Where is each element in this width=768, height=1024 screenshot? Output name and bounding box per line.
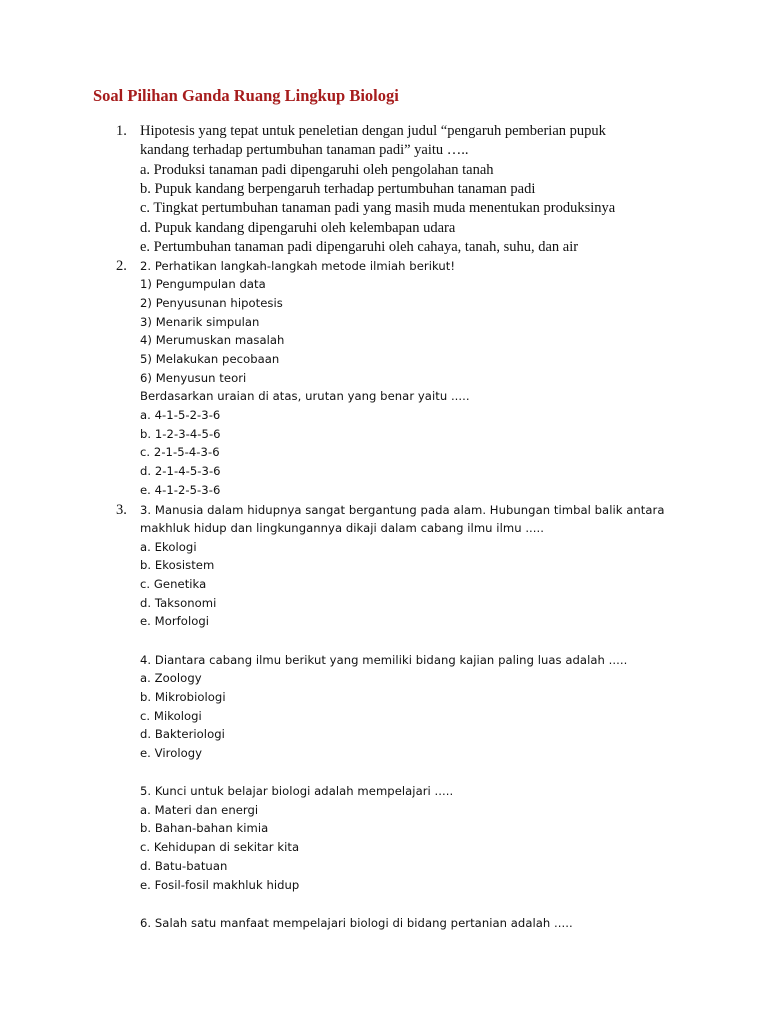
question-3-option-d: d. Taksonomi (140, 596, 217, 610)
question-1-stem-line-2: kandang terhadap pertumbuhan tanaman padi” yaitu ….. (140, 142, 469, 158)
question-3-option-e: e. Morfologi (140, 614, 210, 628)
question-1-option-b: b. Pupuk kandang berpengaruh terhadap pertumbuhan tanaman padi (140, 181, 536, 197)
question-2-step-4: 4) Merumuskan masalah (140, 333, 285, 347)
question-4-option-d: d. Bakteriologi (140, 727, 225, 741)
document-title: Soal Pilihan Ganda Ruang Lingkup Biologi (93, 86, 399, 105)
question-4-option-c: c. Mikologi (140, 709, 202, 723)
question-2-stem: 2. Perhatikan langkah-langkah metode ilmiah berikut! (140, 259, 456, 273)
question-2-step-5: 5) Melakukan pecobaan (140, 352, 280, 366)
question-2-step-6: 6) Menyusun teori (140, 371, 247, 385)
question-2-step-2: 2) Penyusunan hipotesis (140, 296, 283, 310)
question-5-stem: 5. Kunci untuk belajar biologi adalah mempelajari ..... (140, 784, 454, 798)
question-3-stem-line-2: makhluk hidup dan lingkungannya dikaji dalam cabang ilmu ilmu ..... (140, 521, 545, 535)
question-5-option-a: a. Materi dan energi (140, 803, 259, 817)
question-1-number: 1. (116, 123, 127, 139)
question-2-option-c: c. 2-1-5-4-3-6 (140, 445, 220, 459)
question-5-option-c: c. Kehidupan di sekitar kita (140, 840, 300, 854)
question-2-number: 2. (116, 258, 127, 274)
question-3-stem-line-1: 3. Manusia dalam hidupnya sangat bergantung pada alam. Hubungan timbal balik antara (140, 503, 665, 517)
question-3-number: 3. (116, 502, 127, 518)
question-5-option-e: e. Fosil-fosil makhluk hidup (140, 878, 300, 892)
question-4-option-a: a. Zoology (140, 671, 202, 685)
question-4-stem: 4. Diantara cabang ilmu berikut yang memiliki bidang kajian paling luas adalah ..... (140, 653, 628, 667)
question-5-option-d: d. Batu-batuan (140, 859, 228, 873)
question-2-prompt: Berdasarkan uraian di atas, urutan yang benar yaitu ..... (140, 389, 470, 403)
question-1-option-d: d. Pupuk kandang dipengaruhi oleh kelembapan udara (140, 220, 456, 236)
question-3-option-b: b. Ekosistem (140, 558, 215, 572)
question-2-option-d: d. 2-1-4-5-3-6 (140, 464, 221, 478)
question-3-option-a: a. Ekologi (140, 540, 197, 554)
question-2-option-e: e. 4-1-2-5-3-6 (140, 483, 221, 497)
question-6-stem: 6. Salah satu manfaat mempelajari biologi di bidang pertanian adalah ..... (140, 916, 573, 930)
question-2-option-a: a. 4-1-5-2-3-6 (140, 408, 221, 422)
question-3-option-c: c. Genetika (140, 577, 207, 591)
question-1-option-e: e. Pertumbuhan tanaman padi dipengaruhi oleh cahaya, tanah, suhu, dan air (140, 239, 579, 255)
question-5-option-b: b. Bahan-bahan kimia (140, 821, 269, 835)
question-4-option-e: e. Virology (140, 746, 203, 760)
question-1-stem-line-1: Hipotesis yang tepat untuk peneletian dengan judul “pengaruh pemberian pupuk (140, 123, 606, 139)
question-2-option-b: b. 1-2-3-4-5-6 (140, 427, 221, 441)
question-4-option-b: b. Mikrobiologi (140, 690, 226, 704)
question-2-step-3: 3) Menarik simpulan (140, 315, 260, 329)
question-1-option-c: c. Tingkat pertumbuhan tanaman padi yang masih muda menentukan produksinya (140, 200, 616, 216)
question-1-option-a: a. Produksi tanaman padi dipengaruhi oleh pengolahan tanah (140, 162, 494, 178)
question-2-step-1: 1) Pengumpulan data (140, 277, 266, 291)
